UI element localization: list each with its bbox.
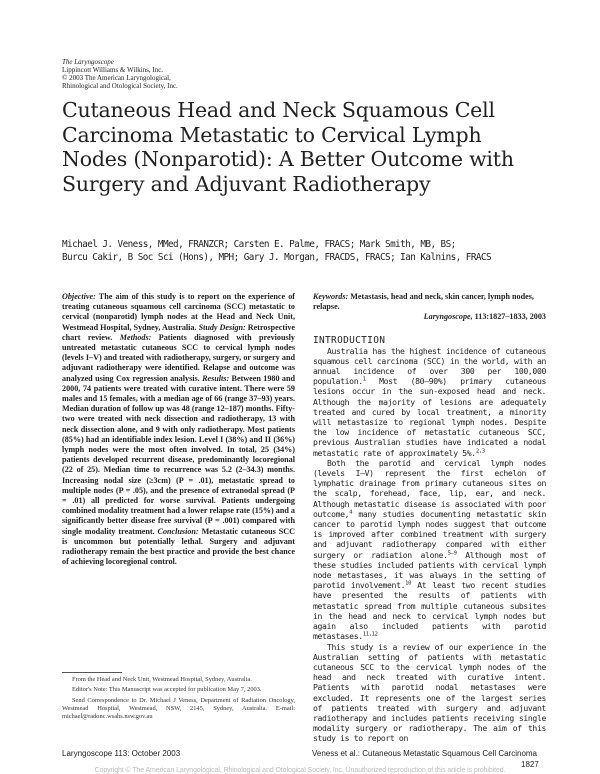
text-run: Although most of these studies included patients with cervical lymph node metastases, it was always in the setting of parotid involvement. (313, 549, 546, 591)
author-line: Michael J. Veness, MMed, FRANZCR; Carsten E. Palme, FRACS; Mark Smith, MB, BS; (62, 239, 456, 250)
intro-paragraph (313, 458, 546, 642)
reference-sup: 2,3 (475, 447, 485, 454)
abstract (62, 292, 295, 567)
publisher-line: Lippincott Williams & Wilkins, Inc. (62, 66, 164, 74)
intro-paragraph (313, 346, 546, 458)
title-line: Surgery and Adjuvant Radiotherapy (62, 171, 431, 196)
footnote-affiliation: From the Head and Neck Unit, Westmead Hospital, Sydney, Australia. (72, 676, 252, 683)
reference-sup: 10 (405, 580, 412, 587)
methods-text: Patients diagnosed with previously untreated metastatic cutaneous SCC to cervical lymph nodes (levels I–V) and treated with radiotherapy, surgery, or surgery and adjuvant radiotherapy were identified. Relapse and outcome was analyzed using Cox regression analysis. (62, 332, 295, 383)
conclusion-label: Conclusion: (157, 526, 199, 536)
page-number: 1827 (521, 760, 539, 769)
text-run: Both the parotid and cervical lymph nodes (levels I–V) represent the first echelon of lymphatic drainage from primary cutaneous sites on the scalp, forehead, face, lip, ear, and neck. Although metastatic disease is associated with poor outcome, (313, 457, 546, 519)
text-run: Most (80–90%) primary cutaneous lesions occur in the sun-exposed head and neck. Although the majority of lesions are adequately treated and cured by local treatment, a minority will metastasize to regional lymph nodes. Despite the low incidence of metastatic cutaneous SCC, previous Australian studies have indicated a nodal metastatic rate of approximately 5%. (313, 376, 546, 458)
right-column (313, 292, 546, 744)
citation-ref: 113:1827–1833, 2003 (472, 312, 546, 322)
objective-label: Objective: (62, 292, 96, 301)
keywords-text: Metastasis, head and neck, skin cancer, lymph nodes, relapse. (313, 292, 534, 312)
text-run: Australia has the highest incidence of cutaneous squamous cell carcinoma (SCC) in the world, with an annual incidence of over 300 per 100,000 population. (313, 345, 546, 387)
footnote-editor: Editor's Note: This Manuscript was accepted for publication May 7, 2003. (72, 686, 262, 694)
author-list (62, 238, 491, 264)
reference-sup: 4 (349, 509, 353, 516)
design-label: Study Design: (198, 322, 246, 332)
results-label: Results: (202, 373, 230, 383)
design-text: Retrospective chart review. (62, 322, 296, 342)
methods-label: Methods: (119, 332, 152, 342)
keywords-label: Keywords: (313, 292, 349, 301)
results-text: Between 1980 and 2000, 74 patients were treated with curative intent. There were 59 males and 15 females, with a median age of 66 (range 37–93) years. Median duration of follow up was 48 (range 12–187) months. Fifty-two were treated with neck dissection and radiotherapy, 13 with neck dissection alone, and 9 with only radiotherapy. Most patients (85%) had an identifiable index lesion. Level I (38%) and II (36%) lymph nodes were the most often involved. In total, 25 (34%) patients developed recurrent disease, predominantly locoregional (22 of 25). Median time to recurrence was 5.2 (2–34.3) months. Increasing nodal size (≥3cm) (P = .01), metastatic spread to multiple nodes (P = .05), and the presence of extranodal spread (P = .01) all predicted for worse survival. Patients undergoing combined modality treatment had a lower relapse rate (15%) and a significantly better disease free survival (P = .001) compared with single modality treatment. (62, 373, 296, 536)
copyright-line: © 2003 The American Laryngological, (62, 74, 171, 82)
title-line: Carcinoma Metastatic to Cervical Lymph (62, 122, 482, 147)
section-heading: INTRODUCTION (313, 334, 386, 346)
left-column (62, 292, 295, 567)
article-title (62, 98, 542, 196)
running-footer-left: Laryngoscope 113: October 2003 (62, 749, 181, 758)
footnote-rule (62, 672, 122, 673)
journal-name: The Laryngoscope (62, 58, 114, 66)
text-run: many studies documenting metastatic skin cancer to parotid lymph nodes suggest that outcome is improved after combined treatment with surgery and adjuvant radiotherapy compared with either surgery or radiation alone. (313, 508, 546, 560)
footnotes (62, 676, 295, 723)
objective-text: The aim of this study is to report on the experience of treating cutaneous squamous cell carcinoma (SCC) metastatic to cervical (nonparotid) lymph nodes at the Head and Neck Unit, Westmead Hospital, Sydney, Australia. (62, 292, 295, 332)
reference-sup: 1 (362, 376, 366, 383)
title-line: Cutaneous Head and Neck Squamous Cell (62, 98, 495, 122)
conclusion-text: Metastatic cutaneous SCC is uncommon but potentially lethal. Surgery and adjuvant radiotherapy remain the best practice and provide the best chance of achieving locoregional control. (62, 526, 296, 567)
citation (313, 312, 546, 322)
reference-sup: 11,12 (362, 631, 378, 638)
author-line: Burcu Cakir, B Soc Sci (Hons), MPH; Gary J. Morgan, FRACDS, FRACS; Ian Kalnins, FRACS (62, 252, 492, 263)
publisher-info (62, 58, 178, 90)
copyright-watermark: Copyright © The American Laryngological, Rhinological and Otological Society, Inc. Unauthorized reproduction of this article is prohibited. (94, 767, 506, 774)
intro-paragraph: This study is a review of our experience in the Australian setting of patients with metastatic cutaneous SCC to the cervical lymph nodes of the head and neck treated with curative intent. Patients with parotid nodal metastases were excluded. It represents one of the largest series of patients treated with surgery and adjuvant radiotherapy and includes patients receiving single modality surgery or radiotherapy. The aim of this study is to report on (313, 641, 546, 744)
reference-sup: 5–9 (447, 549, 457, 556)
running-footer-right: Veness et al.: Cutaneous Metastatic Squamous Cell Carcinoma (312, 749, 538, 758)
text-run: At least two recent studies have presented the results of patients with metastatic spread from multiple cutaneous subsites in the head and neck to cervical lymph nodes but again also included patients with parotid metastases. (313, 580, 546, 642)
intro-body (313, 346, 546, 744)
footnote-correspondence: Send Correspondence to Dr. Michael J Veness, Department of Radiation Oncology, Westmead Hospital, Westmead, NSW, 2145, Sydney, Australia. E-mail: michael@radonc.wsahs.nsw.gov.au (62, 696, 295, 721)
title-line: Nodes (Nonparotid): A Better Outcome with (62, 147, 514, 171)
citation-journal: Laryngoscope, (423, 312, 473, 322)
society-line: Rhinological and Otological Society, Inc. (62, 82, 178, 90)
keywords-block (313, 292, 546, 323)
